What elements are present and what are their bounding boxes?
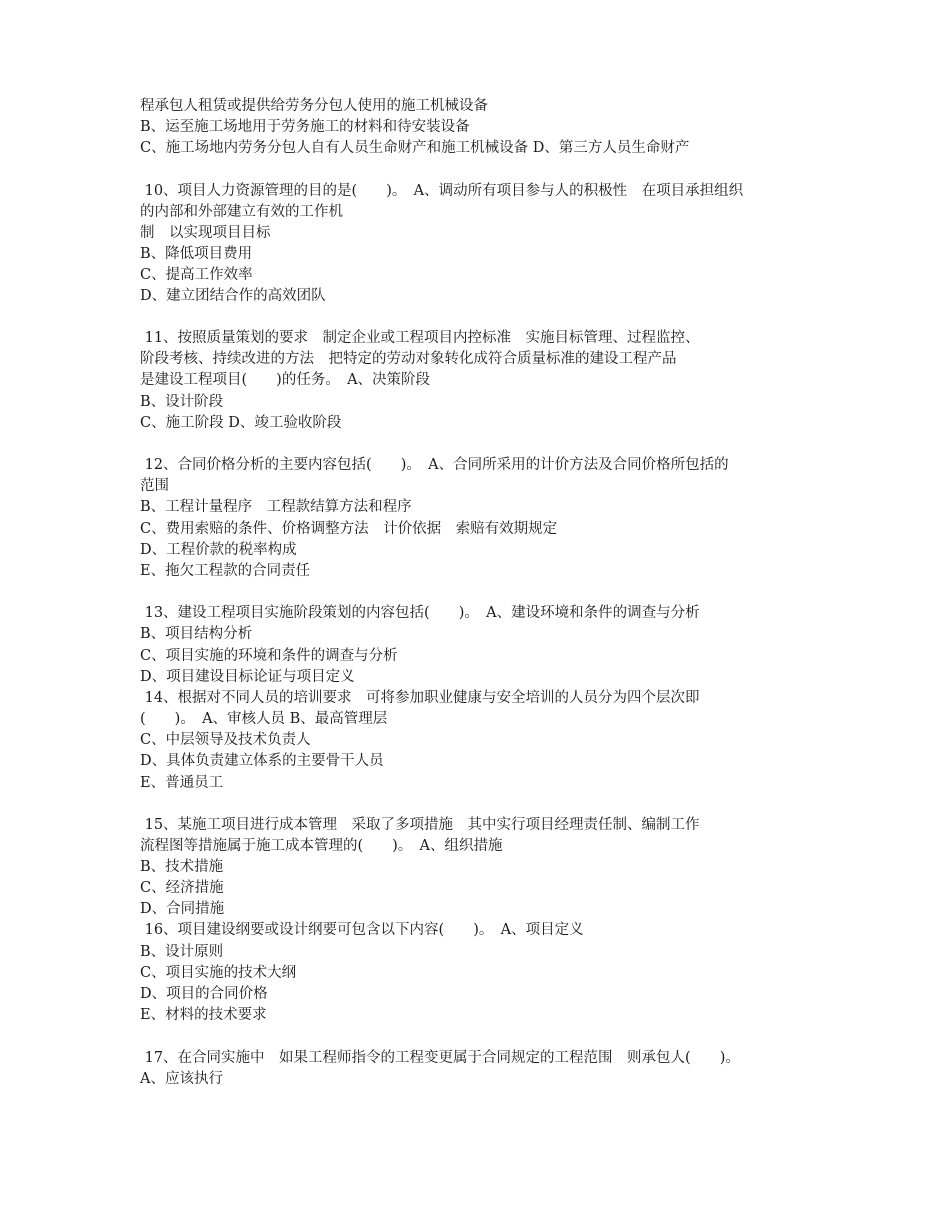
text-line: C、项目实施的技术大纲 [140, 965, 297, 981]
text-line: C、施工场地内劳务分包人自有人员生命财产和施工机械设备 D、第三方人员生命财产 [140, 140, 690, 156]
text-line: E、普通员工 [140, 775, 224, 791]
text-line: 13、建设工程项目实施阶段策划的内容包括( )。 A、建设环境和条件的调查与分析 [140, 605, 700, 621]
text-line: B、技术措施 [140, 859, 224, 875]
text-line: C、费用索赔的条件、价格调整方法 计价依据 索赔有效期规定 [140, 521, 558, 537]
text-line: 制 以实现项目目标 [140, 225, 271, 241]
text-line: C、中层领导及技术负责人 [140, 732, 311, 748]
text-line: B、项目结构分析 [140, 626, 253, 642]
text-line: E、拖欠工程款的合同责任 [140, 563, 311, 579]
text-line: 16、项目建设纲要或设计纲要可包含以下内容( )。 A、项目定义 [140, 922, 584, 938]
text-line: C、项目实施的环境和条件的调查与分析 [140, 648, 398, 664]
text-line: B、设计原则 [140, 944, 224, 960]
text-line: D、合同措施 [140, 901, 225, 917]
text-line: D、工程价款的税率构成 [140, 542, 297, 558]
text-line: 程承包人租赁或提供给劳务分包人使用的施工机械设备 [140, 98, 488, 114]
text-line: 阶段考核、持续改进的方法 把特定的劳动对象转化成符合质量标准的建设工程产品 [140, 351, 677, 367]
text-line: 15、某施工项目进行成本管理 采取了多项措施 其中实行项目经理责任制、编制工作 [140, 817, 700, 833]
text-line: 12、合同价格分析的主要内容包括( )。 A、合同所采用的计价方法及合同价格所包括的 [140, 457, 729, 473]
text-line: 是建设工程项目( )的任务。 A、决策阶段 [140, 372, 431, 388]
text-line: 10、项目人力资源管理的目的是( )。 A、调动所有项目参与人的积极性 在项目承担组织 [140, 183, 744, 199]
text-line: C、经济措施 [140, 880, 224, 896]
text-line: 范围 [140, 478, 169, 494]
text-line: B、设计阶段 [140, 394, 224, 410]
text-line: D、建立团结合作的高效团队 [140, 288, 326, 304]
text-line: A、应该执行 [140, 1071, 223, 1087]
text-line: C、提高工作效率 [140, 267, 253, 283]
text-line: 的内部和外部建立有效的工作机 [140, 204, 343, 220]
text-line: B、降低项目费用 [140, 246, 253, 262]
text-line: C、施工阶段 D、竣工验收阶段 [140, 415, 342, 431]
text-line: ( )。 A、审核人员 B、最高管理层 [140, 711, 388, 727]
text-line: E、材料的技术要求 [140, 1007, 267, 1023]
text-line: D、项目的合同价格 [140, 986, 268, 1002]
text-line: 11、按照质量策划的要求 制定企业或工程项目内控标准 实施目标管理、过程监控、 [140, 330, 700, 346]
text-line: B、运至施工场地用于劳务施工的材料和待安装设备 [140, 119, 470, 135]
text-line: 流程图等措施属于施工成本管理的( )。 A、组织措施 [140, 838, 503, 854]
text-line: 14、根据对不同人员的培训要求 可将参加职业健康与安全培训的人员分为四个层次即 [140, 690, 700, 706]
text-line: 17、在合同实施中 如果工程师指令的工程变更属于合同规定的工程范围 则承包人( )。 [140, 1050, 740, 1066]
text-line: D、项目建设目标论证与项目定义 [140, 669, 355, 685]
text-line: B、工程计量程序 工程款结算方法和程序 [140, 499, 412, 515]
text-line: D、具体负责建立体系的主要骨干人员 [140, 753, 384, 769]
